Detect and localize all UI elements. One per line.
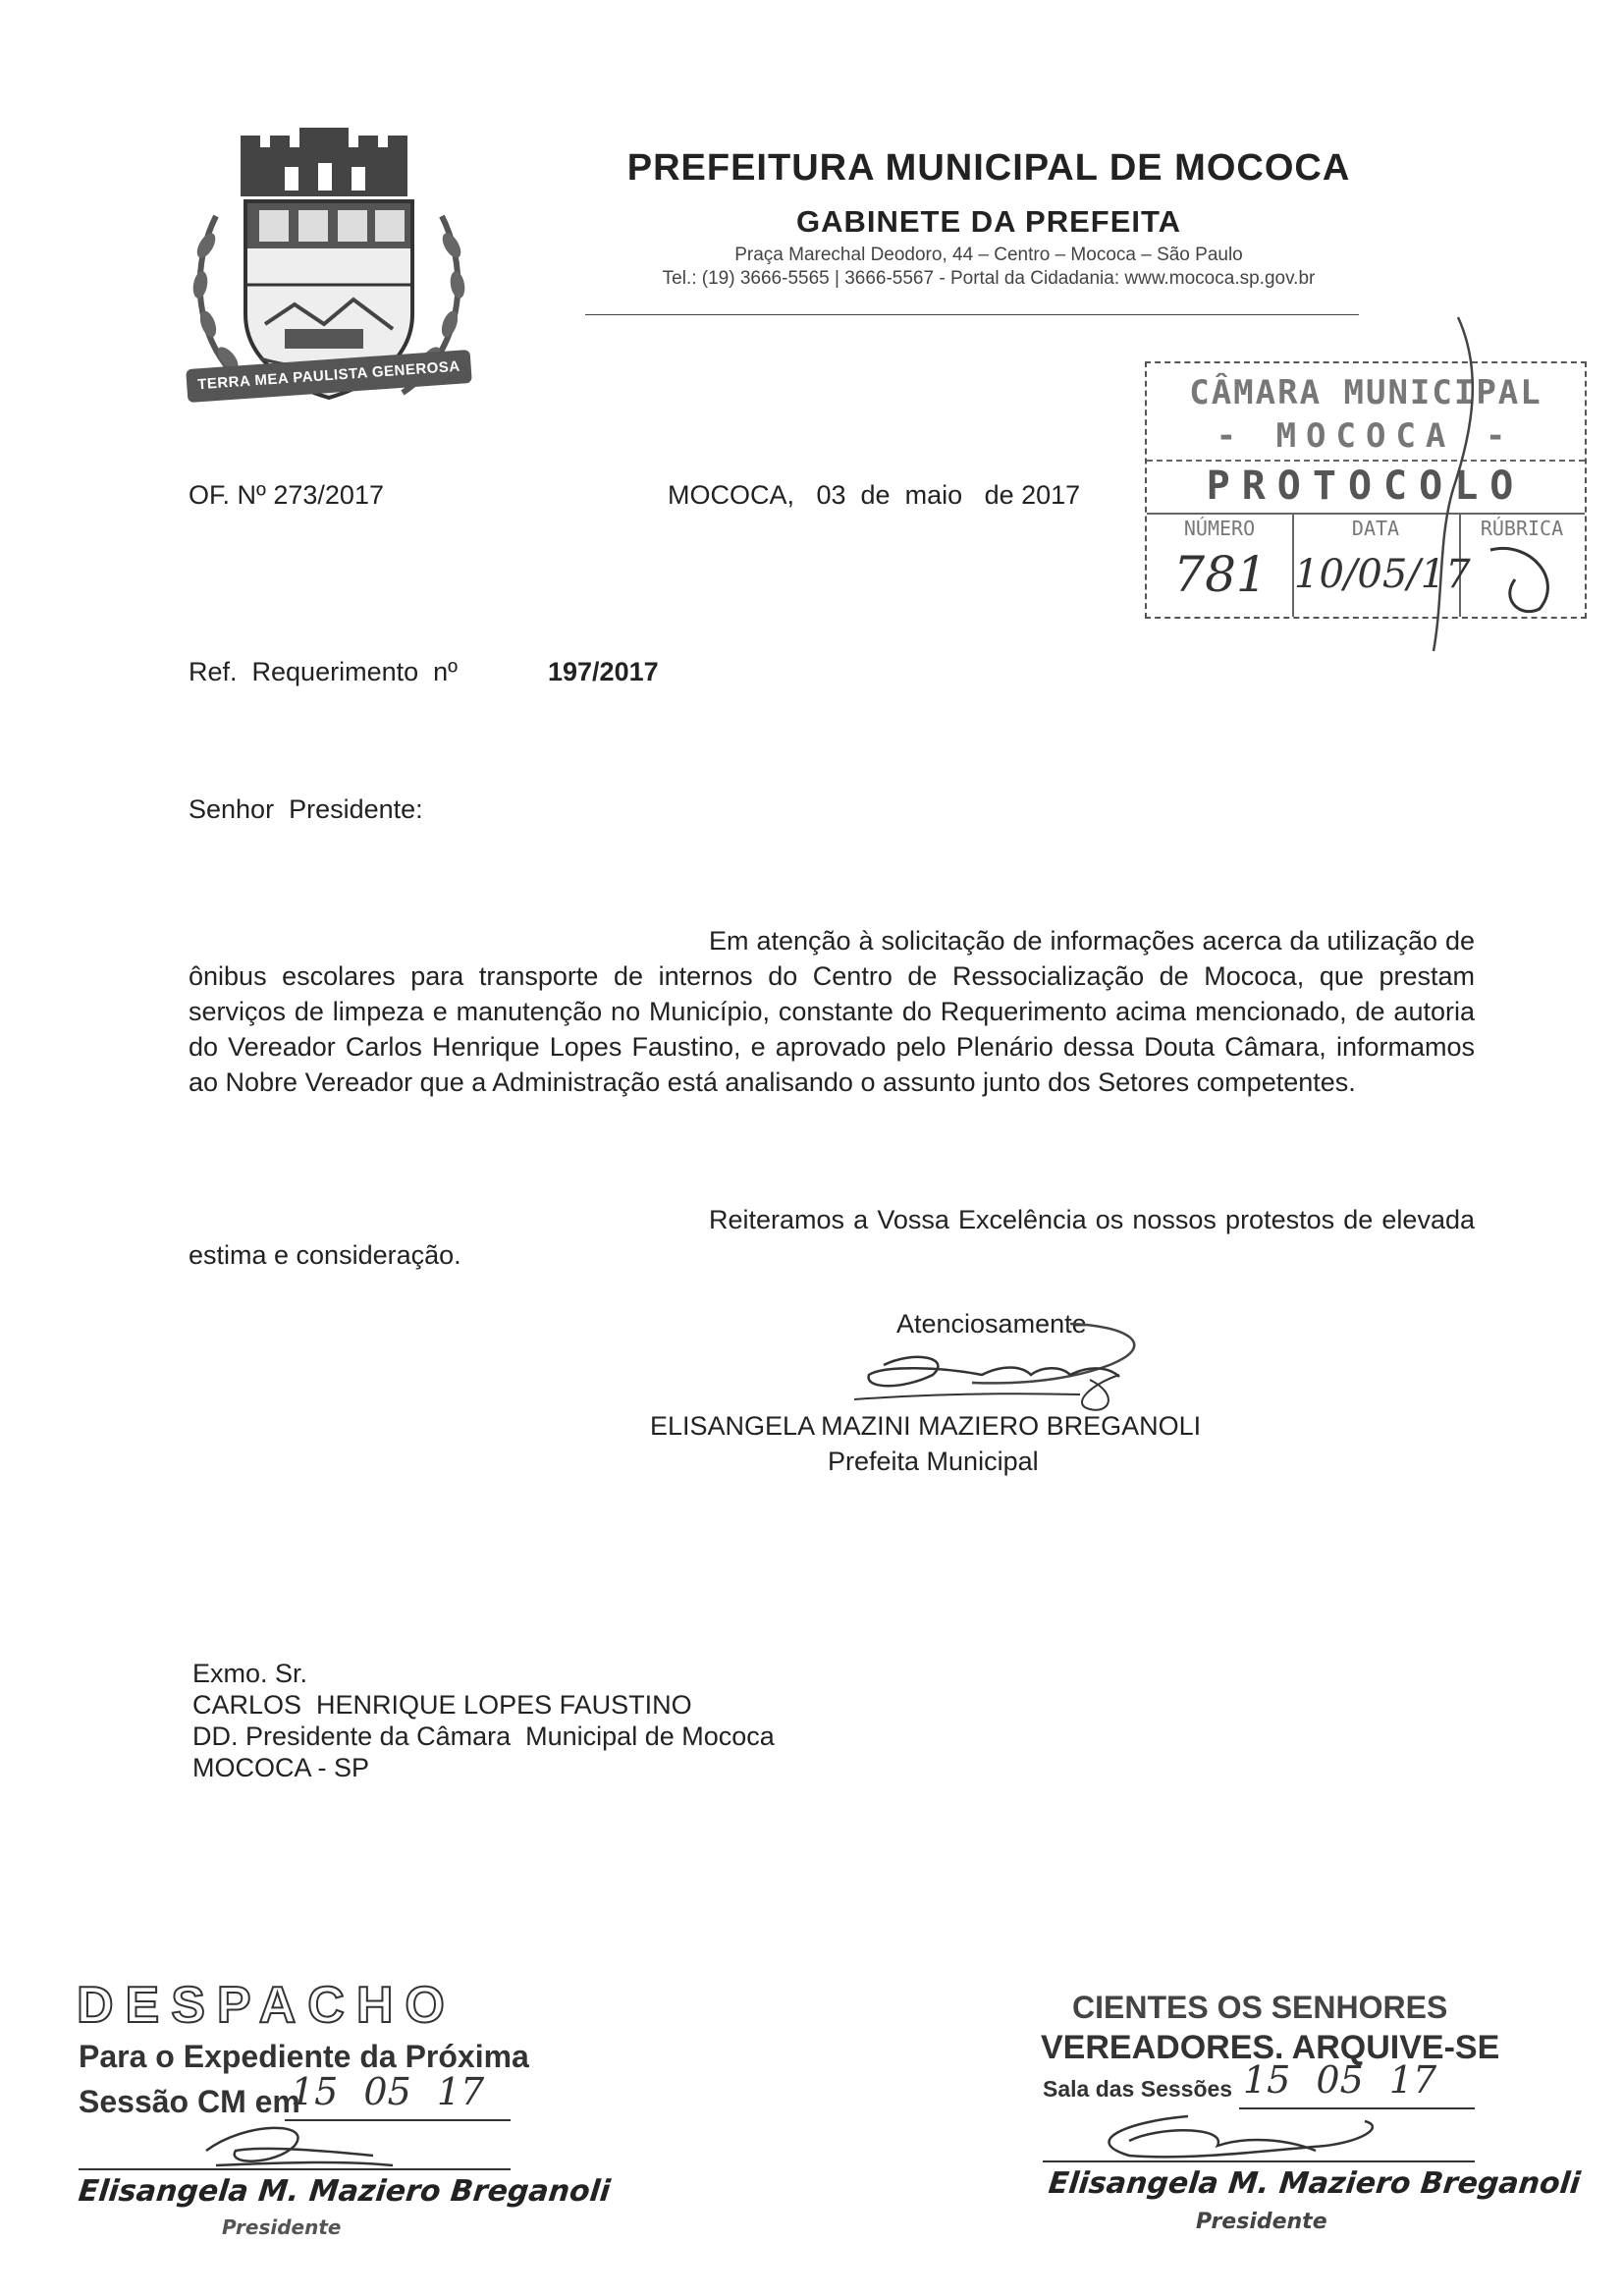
stamp-col-data: DATA xyxy=(1351,517,1400,540)
despacho-right-signer: Elisangela M. Maziero Breganoli xyxy=(1047,2166,1583,2201)
despacho-right-line1: CIENTES OS SENHORES xyxy=(1072,1990,1448,2025)
stamp-protocol-label: PROTOCOLO xyxy=(1206,464,1526,509)
addressee-name: CARLOS HENRIQUE LOPES FAUSTINO xyxy=(192,1690,692,1720)
letterhead-subtitle: GABINETE DA PREFEITA xyxy=(795,204,1181,239)
stamp-city: - MOCOCA - xyxy=(1216,416,1516,456)
despacho-right-line2: VEREADORES. ARQUIVE-SE xyxy=(1041,2029,1500,2066)
stamp-data-value: 10/05/17 xyxy=(1294,552,1471,597)
body-paragraph-1: Em atenção à solicitação de informações acerca da utilização de ônibus escolares para transporte de internos do Centro de Ressocialização de Mococa, que prestam serviços de limpeza e manutenção no Município, constante do Requerimento acima mencionado, de autoria do Vereador Carlos Henrique Lopes Faustino, e aprovado pelo Plenário dessa Douta Câmara, informamos ao Nobre Vereador que a Administração está analisando o assunto junto dos Setores competentes. xyxy=(189,926,1475,1097)
despacho-left-signature-rule xyxy=(79,2168,511,2170)
despacho-left-line1: Para o Expediente da Próxima xyxy=(79,2039,529,2074)
salutation: Senhor Presidente: xyxy=(189,794,423,824)
closing: Atenciosamente xyxy=(896,1309,1087,1339)
reference-label: Ref. Requerimento nº xyxy=(189,657,458,686)
body-paragraph-2: Reiteramos a Vossa Excelência os nossos protestos de elevada estima e consideração. xyxy=(189,1205,1475,1270)
letterhead-address: Praça Marechal Deodoro, 44 – Centro – Mococa – São Paulo xyxy=(734,245,1243,265)
addressee-salutation: Exmo. Sr. xyxy=(192,1659,308,1688)
reference-number: 197/2017 xyxy=(548,657,659,686)
stamp-col-rubrica: RÚBRICA xyxy=(1480,517,1564,540)
signature-icon xyxy=(825,1306,1178,1414)
stamp-col-numero: NÚMERO xyxy=(1183,517,1256,540)
letterhead-title: PREFEITURA MUNICIPAL DE MOCOCA xyxy=(626,147,1351,189)
pen-stroke-mark-icon xyxy=(1414,312,1512,656)
addressee-city: MOCOCA - SP xyxy=(192,1753,370,1782)
stamp-numero-value: 781 xyxy=(1173,546,1268,603)
letterhead-divider xyxy=(585,314,1359,315)
place-and-date: MOCOCA, 03 de maio de 2017 xyxy=(668,480,1081,510)
despacho-left-date: 15 05 17 xyxy=(291,2070,485,2113)
protocol-stamp xyxy=(1145,361,1587,619)
stamp-chamber-name: CÂMARA MUNICIPAL xyxy=(1189,373,1542,412)
despacho-left-line2: Sessão CM em xyxy=(79,2084,300,2119)
signer-name: ELISANGELA MAZINI MAZIERO BREGANOLI xyxy=(650,1411,1202,1441)
seal-motto-ribbon: TERRA MEA PAULISTA GENEROSA xyxy=(186,350,472,403)
letterhead-contact: Tel.: (19) 3666-5565 | 3666-5567 - Portal da Cidadania: www.mococa.sp.gov.br xyxy=(662,268,1316,289)
despacho-right-date: 15 05 17 xyxy=(1243,2058,1437,2102)
oficio-number: OF. Nº 273/2017 xyxy=(189,480,384,510)
despacho-right-role: Presidente xyxy=(1196,2210,1327,2234)
signer-title: Prefeita Municipal xyxy=(828,1447,1039,1476)
despacho-right-signature-rule xyxy=(1043,2160,1475,2162)
despacho-heading: DESPACHO xyxy=(77,1977,457,2034)
despacho-left-signer: Elisangela M. Maziero Breganoli xyxy=(77,2174,613,2209)
addressee-role: DD. Presidente da Câmara Municipal de Mococa xyxy=(192,1722,775,1751)
stamp-rule-2 xyxy=(1147,513,1585,515)
stamp-rule-1 xyxy=(1147,460,1585,462)
despacho-right-line3: Sala das Sessões xyxy=(1043,2076,1233,2102)
municipal-seal xyxy=(177,128,481,422)
despacho-left-role: Presidente xyxy=(222,2215,342,2239)
